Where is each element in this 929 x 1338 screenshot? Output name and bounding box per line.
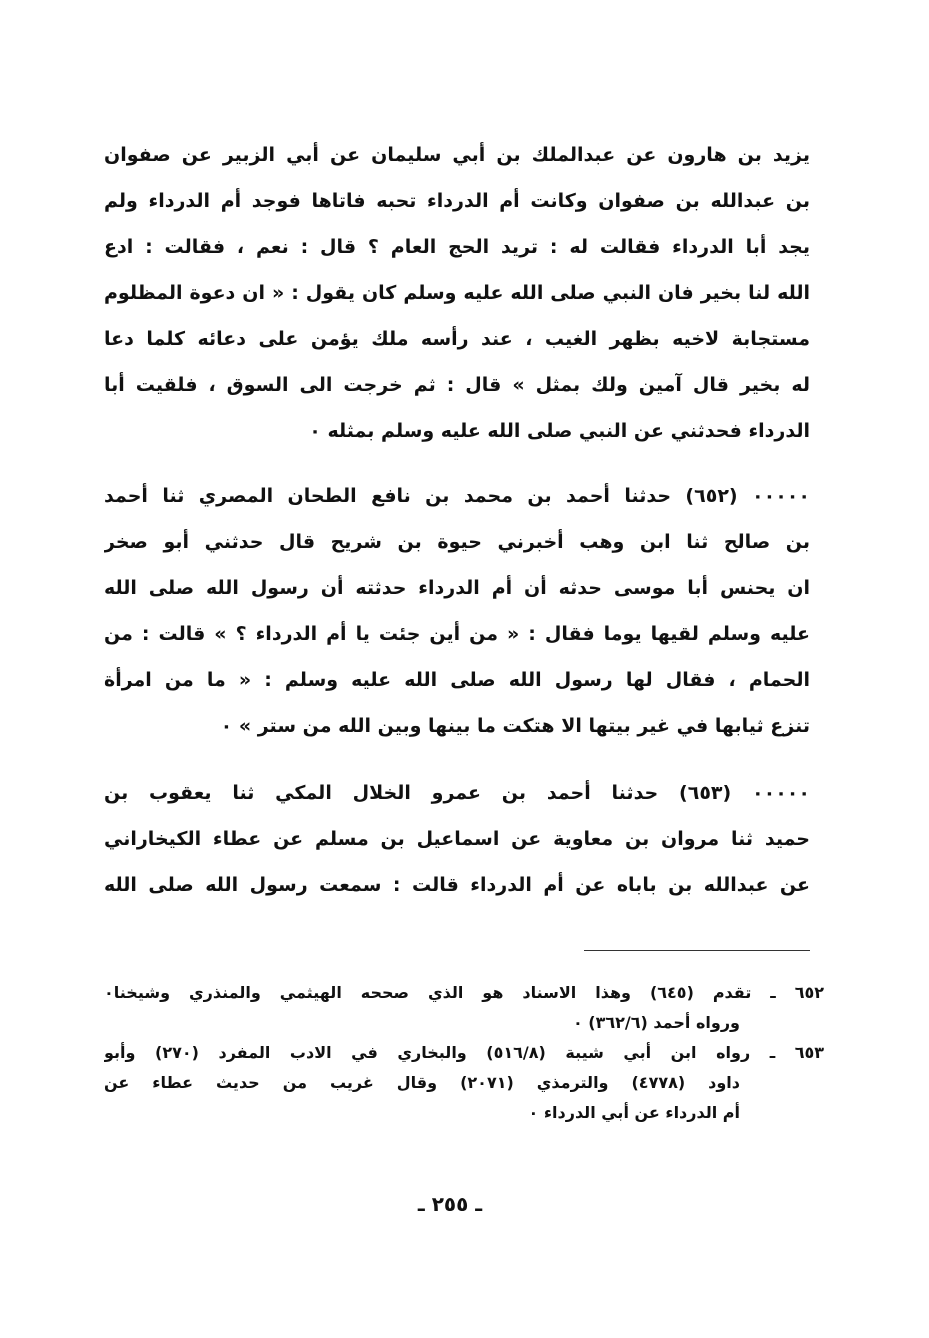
text-line: له بخير قال آمين ولك بمثل » قال : ثم خرجت الى السوق ، فلقيت أبا — [104, 374, 810, 396]
text-line: بن عبدالله بن صفوان وكانت أم الدرداء تحبه فاتاها فوجد أم الدرداء ولم — [104, 190, 810, 212]
text-line: يجد أبا الدرداء فقالت له : تريد الحج العام ؟ قال : نعم ، فقالت : ادع — [104, 236, 810, 258]
text-line: ان يحنس أبا موسى حدثه أن أم الدرداء حدثته أن رسول الله صلى الله — [104, 577, 810, 599]
paragraph-hadith-651-continued — [104, 132, 810, 454]
text-line: ٠٠٠٠٠ (٦٥٢) حدثنا أحمد بن محمد بن نافع الطحان المصري ثنا أحمد — [104, 485, 810, 507]
footnotes — [104, 978, 824, 1128]
footnote-line: ورواه أحمد (٣٦٢/٦) ٠ — [572, 1013, 740, 1032]
text-line: الله لنا بخير فان النبي صلى الله عليه وسلم كان يقول : « ان دعوة المظلوم — [104, 282, 810, 304]
text-line: الدرداء فحدثني عن النبي صلى الله عليه وسلم بمثله ٠ — [309, 420, 810, 442]
footnote-653 — [104, 1038, 824, 1128]
text-line: حميد ثنا مروان بن معاوية عن اسماعيل بن مسلم عن عطاء الكيخاراني — [104, 828, 810, 850]
footnote-line: داود (٤٧٧٨) والترمذي (٢٠٧١) وقال غريب من حديث عطاء عن — [104, 1073, 741, 1092]
footnote-line: ٦٥٢ ـ تقدم (٦٤٥) وهذا الاسناد هو الذي صححه الهيثمي والمنذري وشيخنا٠ — [104, 983, 824, 1002]
paragraph-hadith-652 — [104, 473, 810, 749]
text-line: ٠٠٠٠٠ (٦٥٣) حدثنا أحمد بن عمرو الخلال المكي ثنا يعقوب بن — [104, 782, 810, 804]
text-line: تنزع ثيابها في غير بيتها الا هتكت ما بينها وبين الله من ستر » ٠ — [220, 715, 810, 737]
text-line: عن عبدالله بن باباه عن أم الدرداء قالت : سمعت رسول الله صلى الله — [104, 874, 810, 896]
paragraph-hadith-653 — [104, 770, 810, 908]
footnote-divider — [584, 950, 810, 951]
footnote-652 — [104, 978, 824, 1038]
footnote-line: أم الدرداء عن أبي الدرداء ٠ — [528, 1103, 740, 1122]
text-line: يزيد بن هارون عن عبدالملك بن أبي سليمان عن أبي الزبير عن صفوان — [104, 144, 810, 166]
text-line: بن صالح ثنا ابن وهب أخبرني حيوة بن شريح قال حدثني أبو صخر — [104, 531, 810, 553]
text-line: الحمام ، فقال لها رسول الله صلى الله عليه وسلم : « ما من امرأة — [104, 669, 810, 691]
footnote-line: ٦٥٣ ـ رواه ابن أبي شيبة (٥١٦/٨) والبخاري في الادب المفرد (٢٧٠) وأبو — [104, 1043, 824, 1062]
text-line: مستجابة لاخيه بظهر الغيب ، عند رأسه ملك يؤمن على دعائه كلما دعا — [104, 328, 810, 350]
text-line: عليه وسلم لقيها يوما فقال : « من أين جئت يا أم الدرداء ؟ » قالت : من — [104, 623, 810, 645]
page-number: ـ ٢٥٥ ـ — [417, 1192, 483, 1216]
